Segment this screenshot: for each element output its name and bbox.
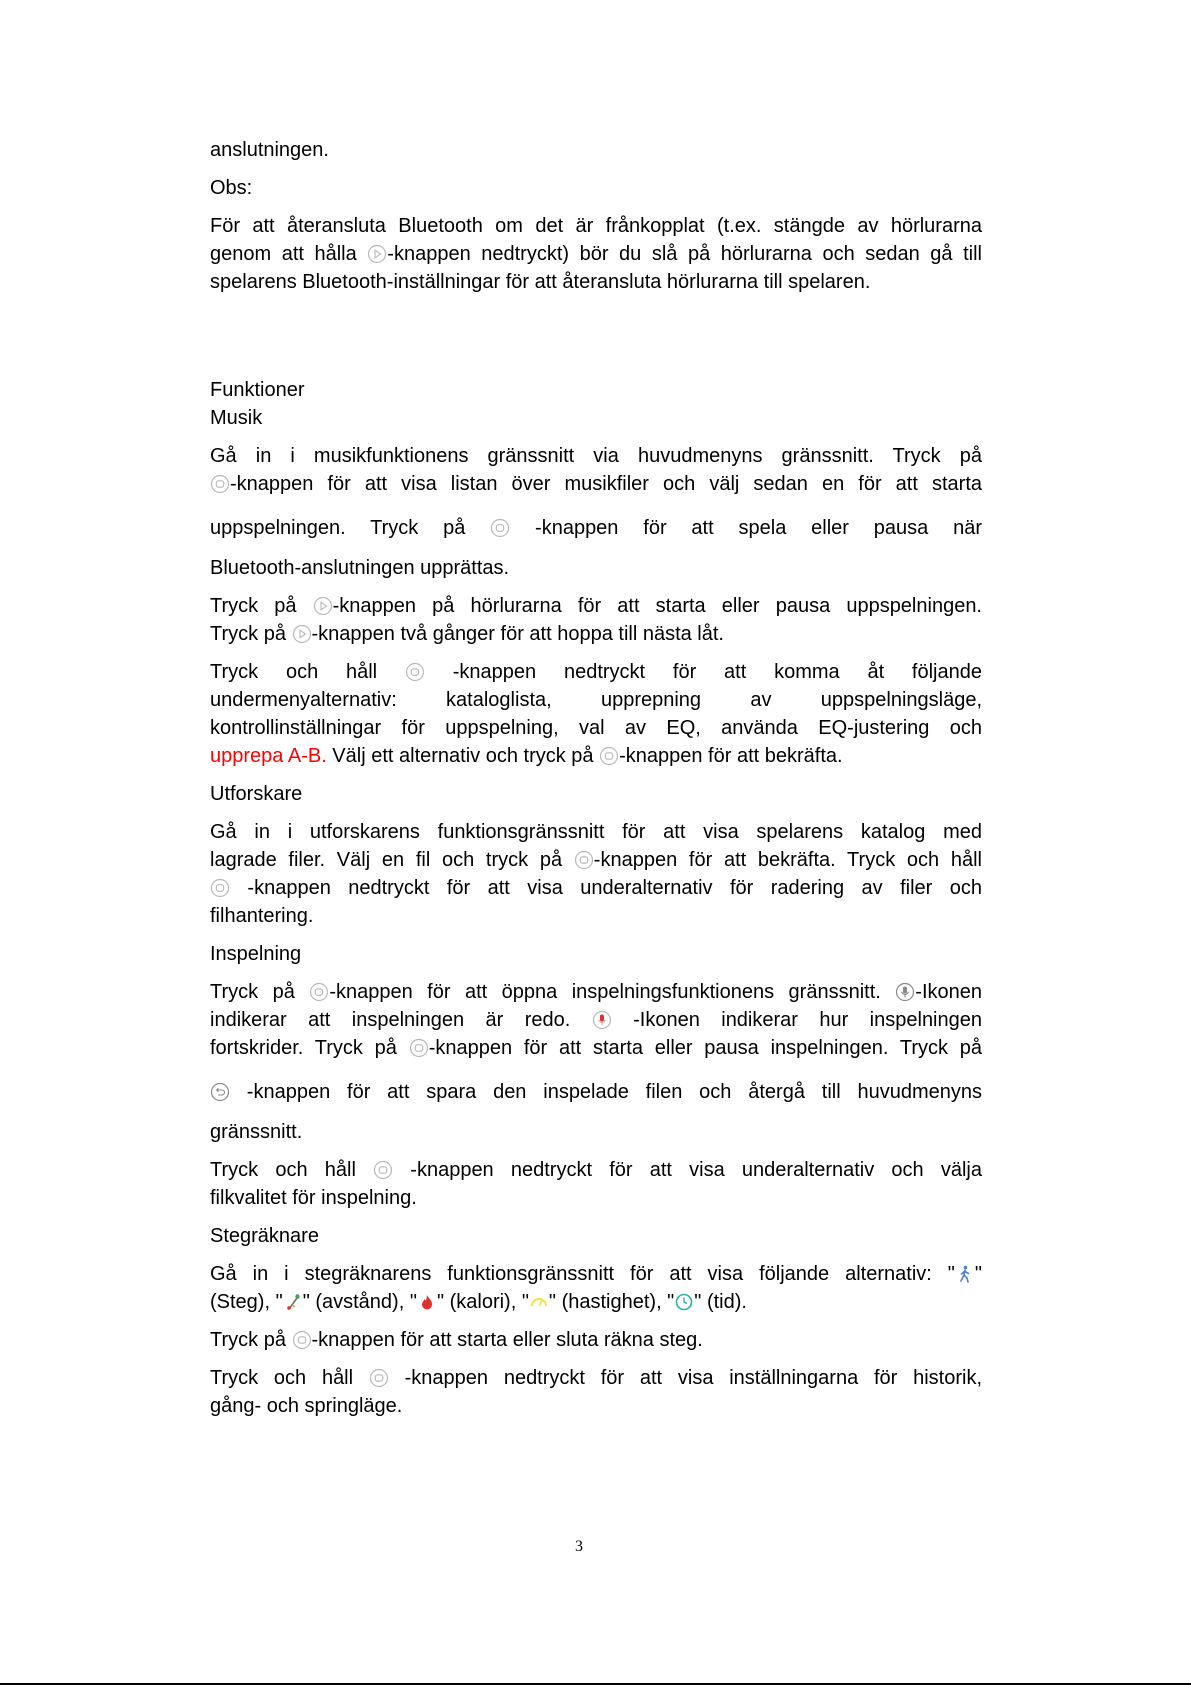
text-line: uppspelningen. Tryck på -knappen för att spela eller pausa när (210, 517, 983, 539)
menu-button-icon (210, 474, 230, 494)
menu-button-icon (574, 850, 594, 870)
page-number: 3 (575, 1538, 583, 1555)
clock-icon (674, 1292, 694, 1312)
microphone-recording-icon (592, 1010, 612, 1030)
section-heading-inspelning: Inspelning (210, 943, 302, 965)
section-heading-utforskare: Utforskare (210, 783, 303, 805)
text-line: Gå in i musikfunktionens gränssnitt via huvudmenyns gränssnitt. Tryck på (210, 445, 982, 467)
text-line: -knappen nedtryckt för att visa underalternativ för radering av filer och (210, 874, 982, 902)
text-line: Gå in i stegräknarens funktionsgränssnitt för att visa följande alternativ: " " (210, 1263, 982, 1285)
section-heading-funktioner: Funktioner (210, 379, 305, 401)
menu-button-icon (599, 746, 619, 766)
play-button-icon (367, 244, 387, 264)
text-line: Bluetooth-anslutningen upprättas. (210, 557, 510, 579)
text-line: lagrade filer. Välj en fil och tryck på -knappen för att bekräfta. Tryck och håll (210, 849, 982, 871)
note-label: Obs: (210, 177, 253, 199)
speedometer-icon (529, 1292, 549, 1312)
menu-button-icon (373, 1160, 393, 1180)
text-line: anslutningen. (210, 139, 329, 161)
text-line: kontrollinställningar för uppspelning, val av EQ, använda EQ-justering och (210, 717, 982, 739)
menu-button-icon (369, 1368, 389, 1388)
section-heading-musik: Musik (210, 407, 263, 429)
text-line: Gå in i utforskarens funktionsgränssnitt för att visa spelarens katalog med (210, 821, 982, 843)
text-line: spelarens Bluetooth-inställningar för att återansluta hörlurarna till spelaren. (210, 271, 871, 293)
walking-person-icon (955, 1264, 975, 1284)
text-line: (Steg), " " (avstånd), " " (kalori), " " (hastighet), " " (tid). (210, 1291, 747, 1313)
section-heading-stegraknare: Stegräknare (210, 1225, 319, 1247)
menu-button-icon (309, 982, 329, 1002)
text-line: Tryck på -knappen två gånger för att hoppa till nästa låt. (210, 623, 724, 645)
text-line: fortskrider. Tryck på -knappen för att starta eller pausa inspelningen. Tryck på (210, 1037, 982, 1059)
text-line: gränssnitt. (210, 1121, 303, 1143)
text-line: Tryck och håll -knappen nedtryckt för att visa underalternativ och välja (210, 1159, 982, 1181)
menu-button-icon (292, 1330, 312, 1350)
menu-button-icon (405, 662, 425, 682)
back-button-icon (210, 1082, 230, 1102)
menu-button-icon (409, 1038, 429, 1058)
text-line: Tryck på -knappen för att öppna inspelningsfunktionens gränssnitt. -Ikonen (210, 981, 983, 1003)
text-line: gång- och springläge. (210, 1395, 403, 1417)
menu-button-icon (490, 518, 510, 538)
text-line: Tryck och håll -knappen nedtryckt för att visa inställningarna för historik, (210, 1367, 983, 1389)
text-line: Tryck på -knappen på hörlurarna för att starta eller pausa uppspelningen. (210, 595, 982, 617)
text-line: upprepa A-B. Välj ett alternativ och tryck på -knappen för att bekräfta. (210, 745, 843, 767)
highlighted-text: upprepa A-B. (210, 745, 327, 767)
flame-icon (417, 1292, 437, 1312)
play-button-icon (292, 624, 312, 644)
menu-button-icon (210, 878, 230, 898)
distance-icon (283, 1292, 303, 1312)
text-line: -knappen för att visa listan över musikfiler och välj sedan en för att starta (210, 470, 982, 498)
play-button-icon (313, 596, 333, 616)
text-line: -knappen för att spara den inspelade filen och återgå till huvudmenyns (210, 1078, 982, 1106)
text-line: Tryck på -knappen för att starta eller sluta räkna steg. (210, 1329, 703, 1351)
text-line: genom att hålla -knappen nedtryckt) bör du slå på hörlurarna och sedan gå till (210, 243, 982, 265)
text-line: indikerar att inspelningen är redo. -Ikonen indikerar hur inspelningen (210, 1009, 982, 1031)
text-line: filhantering. (210, 905, 314, 927)
text-line: undermenyalternativ: kataloglista, upprepning av uppspelningsläge, (210, 689, 982, 711)
document-page (210, 136, 982, 1420)
text-line: filkvalitet för inspelning. (210, 1187, 417, 1209)
text-line: Tryck och håll -knappen nedtryckt för att komma åt följande (210, 661, 982, 683)
microphone-ready-icon (895, 982, 915, 1002)
text-line: För att återansluta Bluetooth om det är frånkopplat (t.ex. stängde av hörlurarna (210, 215, 982, 237)
